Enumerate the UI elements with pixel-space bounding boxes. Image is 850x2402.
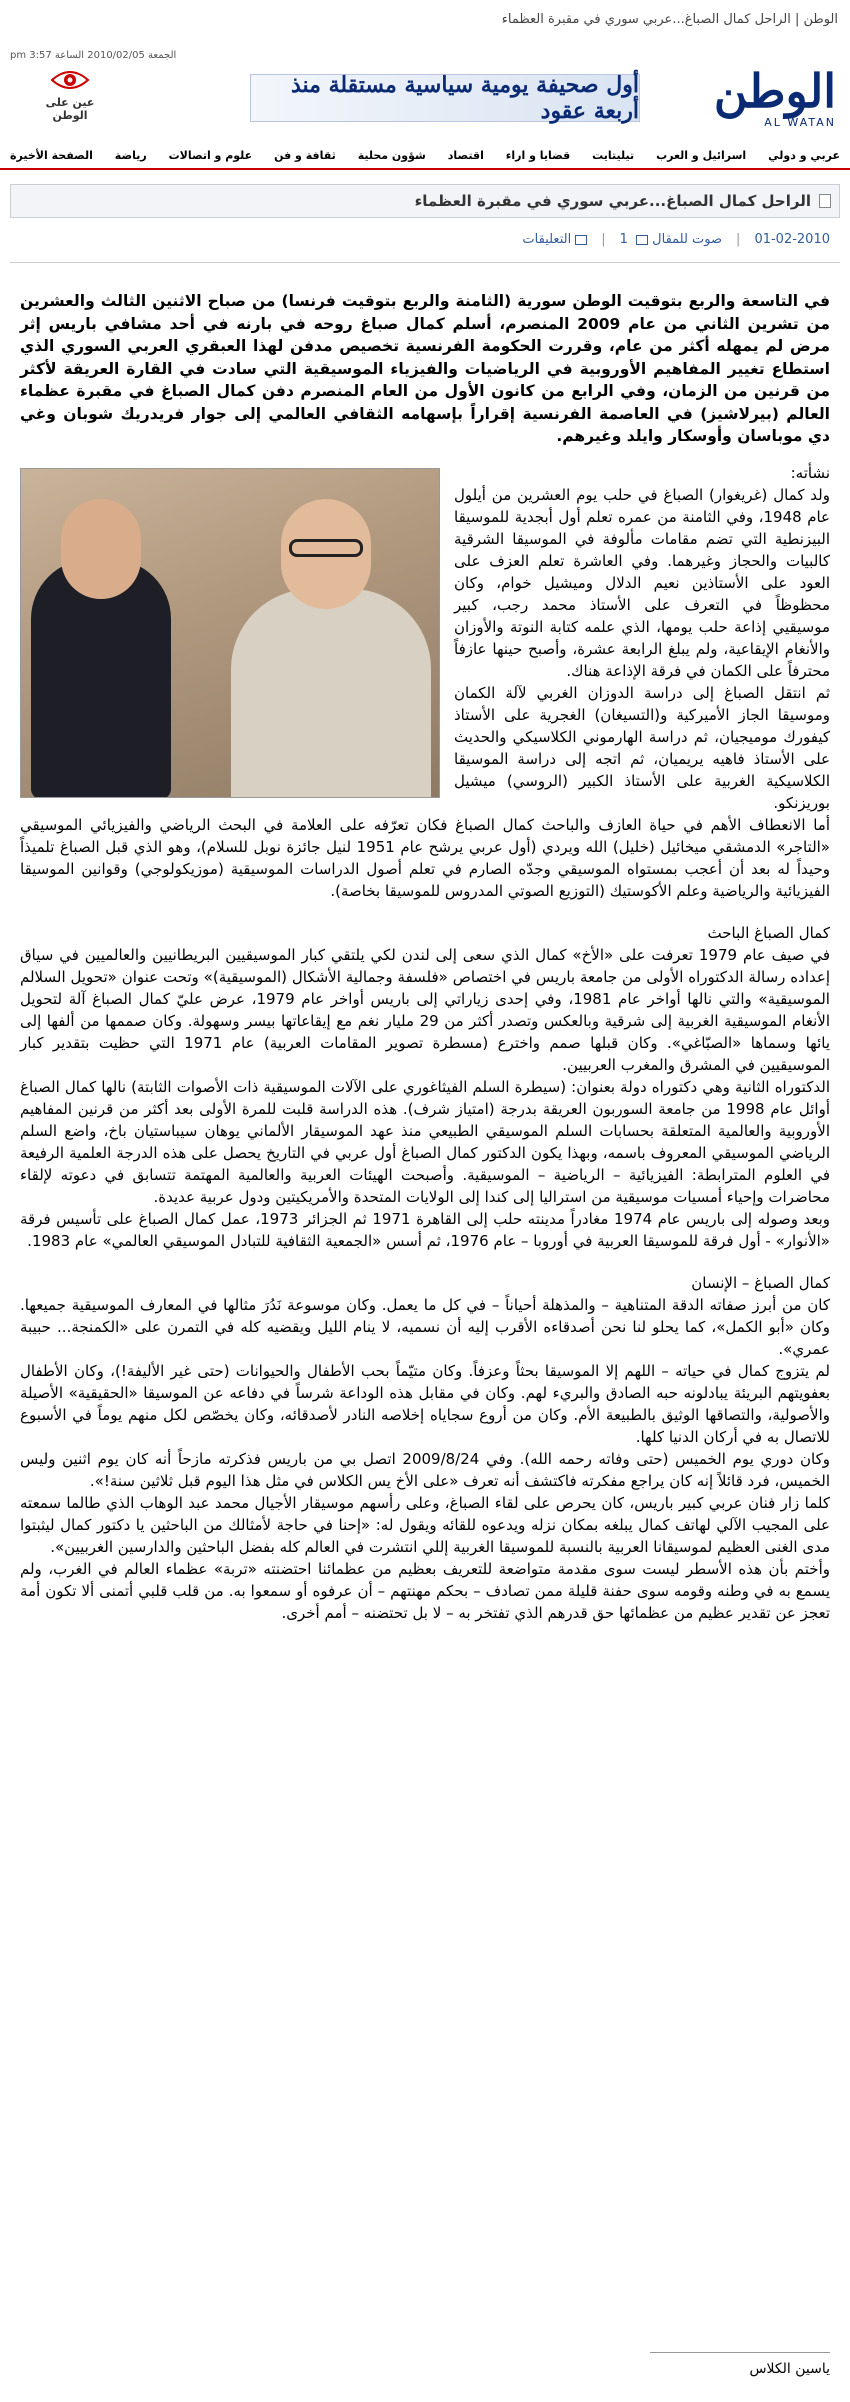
nav-item[interactable]: رياضة (114, 149, 147, 162)
nav-item[interactable]: عربي و دولي (768, 149, 840, 162)
document-icon (819, 194, 831, 208)
section-heading: نشأته: (790, 463, 830, 482)
article-date: 01-02-2010 (754, 232, 830, 247)
paragraph: ثم انتقل الصباغ إلى دراسة الدوزان الغربي لآلة الكمان وموسيقا الجاز الأميركية و(التسيغان) الغجرية على الأستاذ كيفورك موميجيان، ثم دراسة الهارموني الكلاسيكي والحديث على الأستاذ فاهيه يريميان، ثم اتجه إلى دراسة الموسيقا الكلاسيكية الغربية على الأستاذ الكبير (الروسي) ميشيل بوريزنكو. (454, 683, 830, 812)
nav-item[interactable]: الصفحة الأخيرة (10, 149, 93, 162)
print-header-meta: الجمعة 2010/02/05 الساعة 3:57 pm (10, 50, 177, 61)
eye-icon (50, 68, 90, 92)
paragraph: أما الانعطاف الأهم في حياة العازف والباحث كمال الصباغ فكان تعرّفه على العلامة في البحث الرياضي والفيزيائي الموسيقي «التاجر» الدمشقي ميخائيل (خليل) الله ويردي (أول عربي يرشح عام 1951 لنيل جائزة نوبل للسلام)، وهو الذي قبل الصباغ تلميذاً وحيداً له بعد أن أعجب بمستواه الموسيقي وجدّه الصارم في تعلم أصول الدراسات الموسيقية (موزيكولوجي) وقوانين الموسيقا الفيزيائية والرياضية وعلم الأكوستيك (التوزيع الصوتي المدروس للموسيقا بخاصة). (20, 815, 830, 900)
vote-count: 1 (619, 232, 628, 247)
paragraph: في صيف عام 1979 تعرفت على «الأخ» كمال الذي سعى إلى لندن لكي يلتقي كبار الموسيقيين البريطانيين والعالميين في سياق إعداده رسالة الدكتوراه الأولى من جامعة باريس في اختصاص «فلسفة وجمالية الأشكال (الموسيقية)» وتحت عنوان «تحويل السلالم الموسيقية» والتي نالها أواخر عام 1981، وفي إحدى زياراتي إلى باريس أواخر عام 1979، عرض عليّ كمال الصباغ آلة لتحويل الأنغام الموسيقية الغربية إلى شرقية وبالعكس وتصدر أكثر من 29 مليار نغم مع إيقاعاتها بيسر وسهولة. وكان صممها من ألفها إلى يائها وسماها «الصبّاغي». وكان قبلها صمم واخترع (مسطرة تصوير المقامات العربية) عام 1971 التي حظيت بتقدير كبار الموسيقيين في المشرق والمغرب العربيين. (20, 945, 830, 1074)
site-header (0, 60, 850, 140)
paragraph: لم يتزوج كمال في حياته – اللهم إلا الموسيقا بحثاً وعزفاً. وكان متيّماً بحب الأطفال والحيوانات (حتى غير الأليفة!)، وكان الأطفال بعفويتهم البريئة يبادلونه حبه الصادق والبريء لهم. وكان في مقابل هذه الوداعة شرساً في دفاعه عن الموسيقا «الحقيقية» الأصيلة والأصولية، والتصاقها الوثيق بالطبيعة الأم. وكان من أروع سجاياه إخلاصه النادر لأصدقائه، وكان يخصّص لكل منهم يوماً في الأسبوع للاتصال به في أركان الدنيا كلها. (20, 1361, 830, 1446)
nav-item[interactable]: شؤون محلية (357, 149, 426, 162)
nav-item[interactable]: ثقافة و فن (274, 149, 336, 162)
article-title-bar (10, 184, 840, 218)
article-body (20, 290, 830, 1624)
vote-label: صوت للمقال (652, 232, 723, 247)
print-header-title: الوطن | الراحل كمال الصباغ...عربي سوري في مقبرة العظماء (501, 12, 838, 27)
comments-link[interactable] (522, 232, 587, 247)
paragraph: كان من أبرز صفاته الدقة المتناهية – والمذهلة أحياناً – في كل ما يعمل. وكان موسوعة نَدُرَ مثالها في المعارف الموسيقية جميعها. وكان «أبو الكمل»، كما يحلو لنا نحن أصدقاءه الأقرب إليه أن نسميه، لا ينام الليل ويقضيه كله في التمرن على «الكمنجة... حبيبة عمري». (20, 1295, 830, 1358)
nav-item[interactable]: تيليتايت (592, 149, 635, 162)
logo-arabic: الوطن (713, 64, 836, 118)
paragraph: ولد كمال (غريغوار) الصباغ في حلب يوم العشرين من أيلول عام 1948، وفي الثامنة من عمره تعلم أول أبجدية للموسيقا البيزنطية التي تضم مقامات مألوفة في الموسيقا الشرقية كالبيات والحجاز وغيرهما. وفي العاشرة تعلم العزف على العود على الأستاذين نعيم الدلال وميشيل خوام، وكان محظوظاً في التعرف على الأستاذ محمد رجب، كبير موسيقيي إذاعة حلب يومها، الذي علمه كتابة النوتة والأوزان والأنغام الإيقاعية، ولم يبلغ الرابعة عشرة، وأصبح حينها عازفاً محترفاً على الكمان في فرقة الإذاعة هناك. (454, 485, 831, 680)
eye-logo[interactable] (30, 68, 110, 122)
main-nav (0, 146, 850, 170)
site-logo[interactable] (656, 64, 836, 129)
nav-item[interactable]: علوم و اتصالات (168, 149, 253, 162)
paragraph: كلما زار فنان عربي كبير باريس، كان يحرص على لقاء الصباغ، وعلى رأسهم موسيقار الأجيال محمد عبد الوهاب الذي طالما سمعته على المجيب الآلي لهاتف كمال يبلغه بمكان نزله ويدعوه للقائه ويقول له: «إحنا في حاجة لأمثالك من الباحثين يا دكتور كمال ليثبتوا مدى الغنى العظيم لموسيقانا العربية بالنسبة للموسيقا الغربية إللي انتشرت في العالم كله بفضل الباحثين والدارسين الغربيين». (20, 1493, 830, 1556)
section-heading: كمال الصباغ – الإنسان (691, 1273, 830, 1292)
logo-english: AL WATAN (764, 116, 836, 129)
paragraph: وبعد وصوله إلى باريس عام 1974 مغادراً مدينته حلب إلى القاهرة 1971 ثم الجزائر 1973، عمل كمال الصباغ على تأسيس فرقة «الأنوار» - أول فرقة للموسيقا العربية في أوروبا – عام 1976، ثم أسس «الجمعية الثقافية للتبادل الموسيقي العالمي» عام 1983. (20, 1209, 831, 1250)
article-title: الراحل كمال الصباغ...عربي سوري في مقبرة العظماء (414, 192, 811, 210)
author-signature: ياسين الكلاس (650, 2352, 830, 2377)
nav-item[interactable]: اقتصاد (447, 149, 484, 162)
comments-icon (575, 235, 587, 245)
nav-item[interactable]: اسرائيل و العرب (656, 149, 747, 162)
comments-label: التعليقات (522, 232, 572, 247)
section-heading: كمال الصباغ الباحث (707, 923, 830, 942)
article-meta: 01-02-2010 | صوت للمقال 1 | التعليقات (522, 232, 830, 247)
vote-icon (636, 235, 648, 245)
paragraph: وكان دوري يوم الخميس (حتى وفاته رحمه الله). وفي 2009/8/24 اتصل بي من باريس فذكرته مازحاً أنه كان يوم اثنين وليس الخميس، فرد قائلاً إنه كان يراجع مفكرته فاكتشف أنه تعرف «على الأخ يس الكلاس في مثل هذا اليوم قبل ثلاثين سنة!». (20, 1449, 830, 1490)
vote-link[interactable] (620, 232, 722, 247)
divider (10, 262, 840, 263)
article-intro: في التاسعة والربع بتوقيت الوطن سورية (الثامنة والربع بتوقيت فرنسا) من صباح الاثنين الثالث والعشرين من تشرين الثاني من عام 2009 المنصرم، أسلم كمال صباغ روحه في بارنه في أحد مشافي باريس إثر مرض لم يمهله أكثر من عام، وقررت الحكومة الفرنسية تخصيص مدفن لهذا العبقري العربي السوري الذي استطاع تغيير المفاهيم الأوروبية في الرياضيات والفيزياء الموسيقية التي سادت في القارة العريقة لأكثر من قرنين من الزمان، وفي الرابع من كانون الأول من العام المنصرم دفن كمال الصباغ في مقبرة عظماء العالم (بيرلاشيز) في العاصمة الفرنسية إقراراً بإسهامه الثقافي العالمي إلى جوار فريدريك شوبان وغي دي موباسان وأوسكار وايلد وغيرهم. (20, 292, 831, 445)
tagline-text: أول صحيفة يومية سياسية مستقلة منذ أربعة عقود (290, 72, 639, 124)
paragraph: وأختم بأن هذه الأسطر ليست سوى مقدمة متواضعة للتعريف بعظيم من عظمائنا احتضنته «تربة» عظماء العالم في الغرب، ولم يسمع به في وطنه وقومه سوى حفنة قليلة ممن تصادف – بحكم مهنتهم – أن عرفوه أو سمعوا به. من قلب قلبي أتمنى ألا تكون أمة تعجز عن تقدير عظيم من عظمائها حق قدرهم الذي تفتخر به – لا بل تحتضنه – أمم أخرى. (20, 1559, 830, 1622)
tagline-banner (250, 74, 640, 122)
article-photo (20, 468, 440, 798)
eye-logo-text: عين على الوطن (45, 96, 95, 122)
paragraph: الدكتوراه الثانية وهي دكتوراه دولة بعنوان: (سيطرة السلم الفيثاغوري على الآلات الموسيقية ذات الأصوات الثابتة) نالها كمال الصباغ أوائل عام 1998 من جامعة السوربون العريقة بدرجة (امتياز شرف). هذه الدراسة قلبت للمرة الأولى بعد أكثر من قرنين المفاهيم الأوروبية والعالمية المتعلقة بحسابات السلم الموسيقي الطبيعي منذ عهد الموسيقار الألماني يوهان سيباستيان باخ، واضع السلم الرياضي الموسيقي المعروف باسمه، وبهذا يكون الدكتور كمال الصباغ أول عربي في التاريخ يحصل على هذه الدرجة العلمية الرفيعة في العلوم المترابطة: الفيزيائية – الرياضية – الموسيقية. وأصبحت الهيئات العربية والعالمية المهتمة تتسابق في دعوته لإلقاء محاضرات وإحياء أمسيات موسيقية من استراليا إلى كندا إلى الولايات المتحدة والأمريكيتين ودول عربية عديدة. (20, 1077, 830, 1206)
nav-item[interactable]: قضايا و اراء (505, 149, 571, 162)
